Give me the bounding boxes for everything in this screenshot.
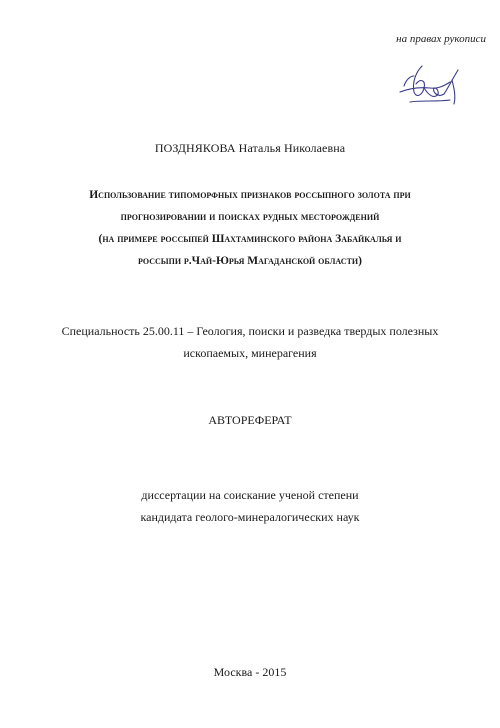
dissertation-title	[20, 184, 480, 272]
specialty	[20, 320, 480, 364]
specialty-line: Специальность 25.00.11 – Геология, поиски и разведка твердых полезных	[61, 324, 439, 338]
purpose-line: кандидата геолого-минералогических наук	[140, 510, 360, 524]
dissertation-purpose	[0, 484, 500, 528]
specialty-line: ископаемых, минерагения	[183, 346, 317, 360]
title-line: прогнозировании и поисках рудных месторождений	[120, 211, 380, 223]
place-and-year: Москва - 2015	[213, 665, 287, 679]
author-name: ПОЗДНЯКОВА Наталья Николаевна	[154, 141, 346, 155]
title-line: Использование типоморфных признаков россыпного золота при	[89, 189, 411, 201]
document-type: АВТОРЕФЕРАТ	[208, 413, 292, 427]
purpose-line: диссертации на соискание ученой степени	[141, 488, 359, 502]
handwritten-signature	[392, 58, 470, 110]
rights-note: на правах рукописи	[396, 33, 486, 45]
title-line: (на примере россыпей Шахтаминского района Забайкалья и	[98, 233, 402, 245]
title-line: россыпи р.Чай-Юрья Магаданской области)	[138, 255, 362, 267]
